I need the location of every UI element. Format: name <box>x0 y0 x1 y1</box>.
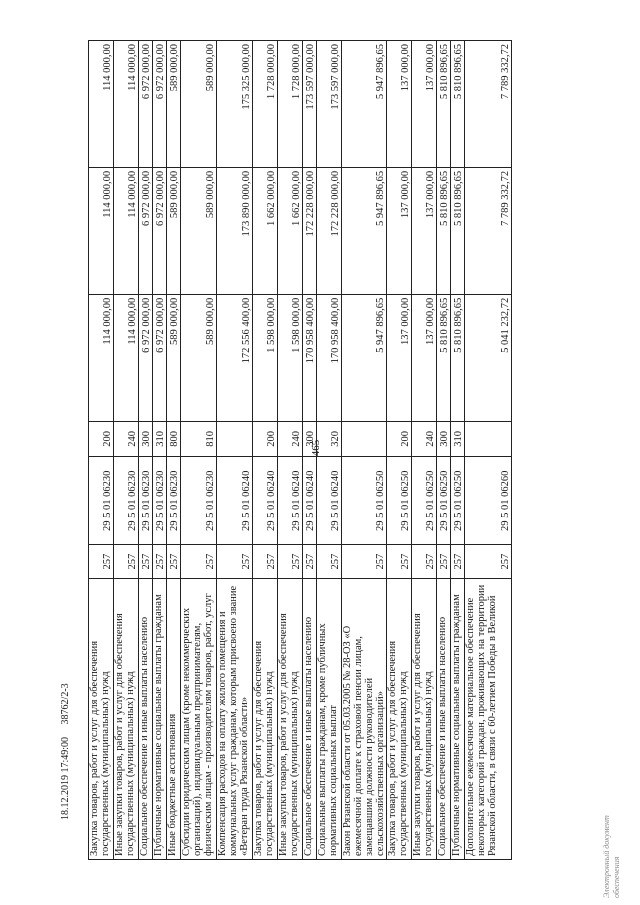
amount-2020-cell: 6 972 000,00 <box>153 294 167 421</box>
table-row <box>342 41 387 860</box>
expense-type-cell: 300 <box>139 421 153 457</box>
amount-2020-cell: 1 598 000,00 <box>253 294 278 421</box>
amount-2021-cell: 137 000,00 <box>387 167 412 294</box>
table-row <box>465 41 512 860</box>
row-name-cell: Закупка товаров, работ и услуг для обеспечения государственных (муниципальных) нужд <box>387 578 412 859</box>
amount-2020-cell: 5 947 896,65 <box>342 294 387 421</box>
budget-table <box>88 40 512 860</box>
expense-type-cell: 200 <box>89 421 114 457</box>
row-name-cell: Публичные нормативные социальные выплаты гражданам <box>153 578 167 859</box>
amount-2021-cell: 173 890 000,00 <box>217 167 253 294</box>
expense-type-cell: 300 <box>303 421 317 457</box>
table-row <box>387 41 412 860</box>
target-article-cell: 29 5 01 06250 <box>437 457 451 545</box>
amount-2022-cell: 173 597 000,00 <box>303 41 317 168</box>
amount-2022-cell: 137 000,00 <box>387 41 412 168</box>
ministry-code-cell: 257 <box>153 545 167 578</box>
row-name-cell: Иные закупки товаров, работ и услуг для обеспечения государственных (муниципальных) нужд <box>278 578 303 859</box>
amount-2022-cell: 5 810 896,65 <box>451 41 465 168</box>
ministry-code-cell: 257 <box>89 545 114 578</box>
target-article-cell: 29 5 01 06230 <box>153 457 167 545</box>
amount-2022-cell: 175 325 000,00 <box>217 41 253 168</box>
table-row <box>181 41 217 860</box>
ministry-code-cell: 257 <box>412 545 437 578</box>
page-number: 465 <box>310 439 322 457</box>
amount-2020-cell: 114 000,00 <box>114 294 139 421</box>
budget-table-container <box>88 40 584 860</box>
ministry-code-cell: 257 <box>139 545 153 578</box>
table-row <box>114 41 139 860</box>
amount-2022-cell: 5 947 896,65 <box>342 41 387 168</box>
footer-text <box>60 683 71 820</box>
target-article-cell: 29 5 01 06230 <box>139 457 153 545</box>
ministry-code-cell: 257 <box>253 545 278 578</box>
amount-2021-cell: 114 000,00 <box>89 167 114 294</box>
expense-type-cell <box>465 421 512 457</box>
ministry-code-cell: 257 <box>278 545 303 578</box>
table-body <box>89 41 512 860</box>
amount-2022-cell: 7 789 332,72 <box>465 41 512 168</box>
footer-doc-code: 38762/2-3 <box>60 683 71 725</box>
table-row <box>253 41 278 860</box>
target-article-cell: 29 5 01 06240 <box>217 457 253 545</box>
ministry-code-cell: 257 <box>181 545 217 578</box>
amount-2021-cell: 5 947 896,65 <box>342 167 387 294</box>
ministry-code-cell: 257 <box>167 545 181 578</box>
expense-type-cell: 800 <box>167 421 181 457</box>
row-name-cell: Социальное обеспечение и иные выплаты населению <box>437 578 451 859</box>
amount-2021-cell: 137 000,00 <box>412 167 437 294</box>
target-article-cell: 29 5 01 06250 <box>451 457 465 545</box>
row-name-cell: Иные закупки товаров, работ и услуг для обеспечения государственных (муниципальных) нужд <box>114 578 139 859</box>
row-name-cell: Закупка товаров, работ и услуг для обеспечения государственных (муниципальных) нужд <box>89 578 114 859</box>
expense-type-cell: 240 <box>412 421 437 457</box>
row-name-cell: Субсидии юридическим лицам (кроме некоммерческих организаций), индивидуальным предпринимателям, физическим лицам - производителям товаров, работ, услуг <box>181 578 217 859</box>
electronic-stamp <box>600 760 630 900</box>
amount-2020-cell: 6 972 000,00 <box>139 294 153 421</box>
ministry-code-cell: 257 <box>387 545 412 578</box>
row-name-cell: Социальные выплаты гражданам, кроме публичных нормативных социальных выплат <box>317 578 342 859</box>
amount-2022-cell: 589 000,00 <box>167 41 181 168</box>
amount-2021-cell: 7 789 332,72 <box>465 167 512 294</box>
ministry-code-cell: 257 <box>465 545 512 578</box>
target-article-cell: 29 5 01 06230 <box>114 457 139 545</box>
target-article-cell: 29 5 01 06250 <box>342 457 387 545</box>
footer <box>60 683 80 900</box>
target-article-cell: 29 5 01 06240 <box>253 457 278 545</box>
amount-2022-cell: 137 000,00 <box>412 41 437 168</box>
amount-2022-cell: 173 597 000,00 <box>317 41 342 168</box>
amount-2020-cell: 170 958 400,00 <box>303 294 317 421</box>
amount-2020-cell: 1 598 000,00 <box>278 294 303 421</box>
amount-2022-cell: 1 728 000,00 <box>253 41 278 168</box>
amount-2021-cell: 589 000,00 <box>181 167 217 294</box>
amount-2021-cell: 5 810 896,65 <box>437 167 451 294</box>
expense-type-cell: 200 <box>253 421 278 457</box>
target-article-cell: 29 5 01 06250 <box>387 457 412 545</box>
amount-2022-cell: 114 000,00 <box>114 41 139 168</box>
table-row <box>167 41 181 860</box>
amount-2022-cell: 114 000,00 <box>89 41 114 168</box>
amount-2021-cell: 589 000,00 <box>167 167 181 294</box>
table-row <box>278 41 303 860</box>
target-article-cell: 29 5 01 06230 <box>181 457 217 545</box>
amount-2021-cell: 1 662 000,00 <box>278 167 303 294</box>
expense-type-cell: 310 <box>451 421 465 457</box>
expense-type-cell: 810 <box>181 421 217 457</box>
target-article-cell: 29 5 01 06240 <box>303 457 317 545</box>
ministry-code-cell: 257 <box>303 545 317 578</box>
amount-2022-cell: 6 972 000,00 <box>153 41 167 168</box>
table-row <box>412 41 437 860</box>
ministry-code-cell: 257 <box>114 545 139 578</box>
amount-2022-cell: 1 728 000,00 <box>278 41 303 168</box>
expense-type-cell: 240 <box>114 421 139 457</box>
table-row <box>303 41 317 860</box>
amount-2020-cell: 137 000,00 <box>387 294 412 421</box>
row-name-cell: Публичные нормативные социальные выплаты гражданам <box>451 578 465 859</box>
target-article-cell: 29 5 01 06260 <box>465 457 512 545</box>
amount-2021-cell: 1 662 000,00 <box>253 167 278 294</box>
amount-2021-cell: 172 228 000,00 <box>317 167 342 294</box>
ministry-code-cell: 257 <box>342 545 387 578</box>
stamp-line-2: обеспечения <box>612 856 621 898</box>
expense-type-cell <box>342 421 387 457</box>
amount-2021-cell: 172 228 000,00 <box>303 167 317 294</box>
amount-2021-cell: 5 810 896,65 <box>451 167 465 294</box>
amount-2020-cell: 114 000,00 <box>89 294 114 421</box>
table-row <box>89 41 114 860</box>
expense-type-cell: 310 <box>153 421 167 457</box>
table-row <box>451 41 465 860</box>
row-name-cell: Социальное обеспечение и иные выплаты населению <box>303 578 317 859</box>
expense-type-cell: 300 <box>437 421 451 457</box>
expense-type-cell <box>217 421 253 457</box>
amount-2020-cell: 170 958 400,00 <box>317 294 342 421</box>
amount-2020-cell: 589 000,00 <box>181 294 217 421</box>
amount-2021-cell: 6 972 000,00 <box>139 167 153 294</box>
stamp-line-1: Электронный документ <box>602 815 611 898</box>
amount-2020-cell: 172 556 400,00 <box>217 294 253 421</box>
row-name-cell: Компенсация расходов на оплату жилого помещения и коммунальных услуг гражданам, которым присвоено звание «Ветеран труда Рязанской области» <box>217 578 253 859</box>
ministry-code-cell: 257 <box>317 545 342 578</box>
target-article-cell: 29 5 01 06250 <box>412 457 437 545</box>
table-row <box>153 41 167 860</box>
amount-2020-cell: 137 000,00 <box>412 294 437 421</box>
table-row <box>139 41 153 860</box>
target-article-cell: 29 5 01 06230 <box>89 457 114 545</box>
amount-2021-cell: 114 000,00 <box>114 167 139 294</box>
table-row <box>217 41 253 860</box>
amount-2020-cell: 589 000,00 <box>167 294 181 421</box>
amount-2020-cell: 5 041 232,72 <box>465 294 512 421</box>
amount-2022-cell: 5 810 896,65 <box>437 41 451 168</box>
amount-2022-cell: 589 000,00 <box>181 41 217 168</box>
ministry-code-cell: 257 <box>437 545 451 578</box>
expense-type-cell: 200 <box>387 421 412 457</box>
target-article-cell: 29 5 01 06230 <box>167 457 181 545</box>
row-name-cell: Социальное обеспечение и иные выплаты населению <box>139 578 153 859</box>
row-name-cell: Дополнительное ежемесячное материальное обеспечение некоторых категорий граждан, проживающих на территории Рязанской области, в связи с 60-летием Победы в Великой <box>465 578 512 859</box>
footer-datetime: 18.12.2019 17:49:00 <box>60 736 71 820</box>
table-row <box>317 41 342 860</box>
row-name-cell: Иные бюджетные ассигнования <box>167 578 181 859</box>
ministry-code-cell: 257 <box>217 545 253 578</box>
expense-type-cell: 320 <box>317 421 342 457</box>
ministry-code-cell: 257 <box>451 545 465 578</box>
amount-2020-cell: 5 810 896,65 <box>437 294 451 421</box>
target-article-cell: 29 5 01 06240 <box>278 457 303 545</box>
amount-2021-cell: 6 972 000,00 <box>153 167 167 294</box>
row-name-cell: Закон Рязанской области от 05.03.2005 № 28-ОЗ «О ежемесячной доплате к страховой пенсии лицам, замещавшим должности руководителей сельскохозяйственных организаций» <box>342 578 387 859</box>
expense-type-cell: 240 <box>278 421 303 457</box>
row-name-cell: Иные закупки товаров, работ и услуг для обеспечения государственных (муниципальных) нужд <box>412 578 437 859</box>
amount-2022-cell: 6 972 000,00 <box>139 41 153 168</box>
target-article-cell: 29 5 01 06240 <box>317 457 342 545</box>
amount-2020-cell: 5 810 896,65 <box>451 294 465 421</box>
row-name-cell: Закупка товаров, работ и услуг для обеспечения государственных (муниципальных) нужд <box>253 578 278 859</box>
table-row <box>437 41 451 860</box>
